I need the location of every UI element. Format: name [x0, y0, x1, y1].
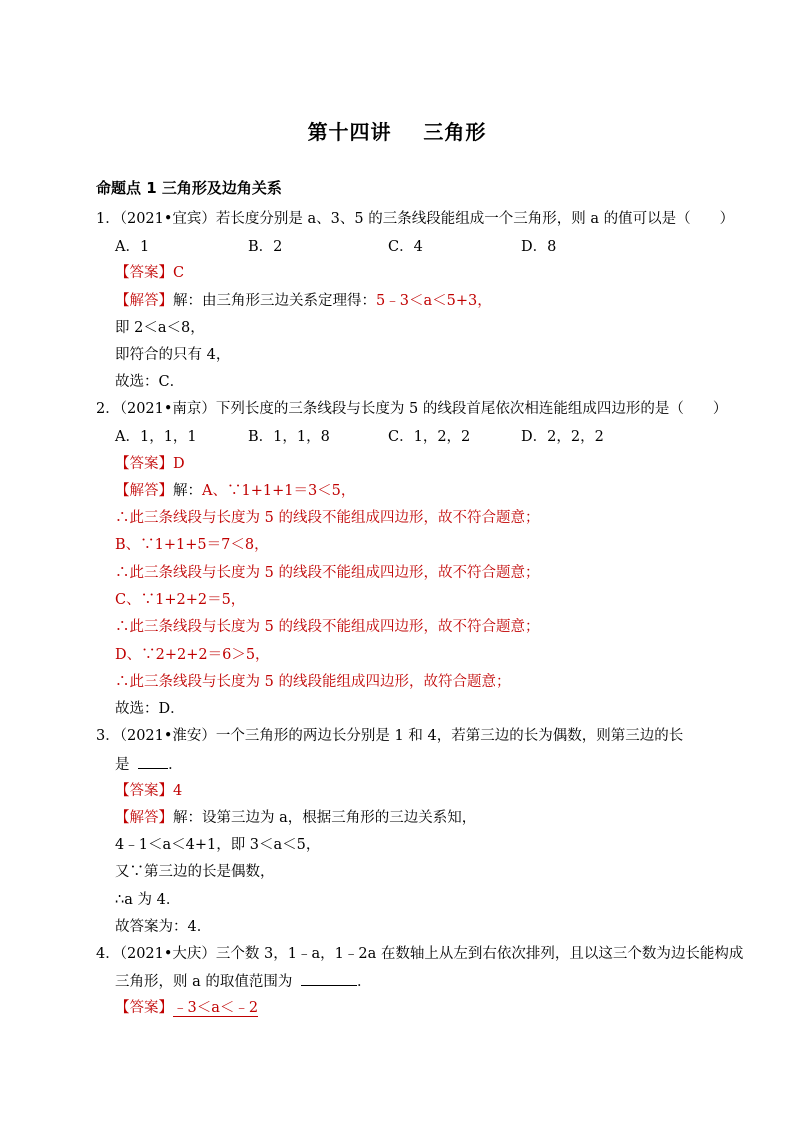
q3-analysis-line: 4﹣1＜a＜4+1，即 3＜a＜5， [115, 837, 321, 853]
q1-answer [115, 263, 184, 283]
answer-value: C [173, 265, 185, 281]
q2-option-c: C．1，2，2 [388, 429, 471, 445]
q1-analysis [115, 291, 492, 311]
q3-analysis-line: 故答案为：4． [115, 919, 212, 935]
q1-analysis-line: 即 2＜a＜8， [115, 320, 205, 336]
q3-stem: 3．（2021•淮安）一个三角形的两边长分别是 1 和 4，若第三边的长为偶数，则第三边的长 [96, 728, 684, 744]
q2-analysis-line: ∴此三条线段与长度为 5 的线段不能组成四边形，故不符合题意； [115, 619, 540, 635]
answer-value: ﹣3＜a＜﹣2 [173, 1000, 259, 1016]
analysis-tag: 【解答】 [115, 483, 173, 499]
q1-analysis-line: 故选：C． [115, 374, 185, 390]
answer-tag: 【答案】 [115, 783, 173, 799]
q2-analysis-line: ∴此三条线段与长度为 5 的线段不能组成四边形，故不符合题意； [115, 510, 540, 526]
q3-answer [115, 781, 182, 801]
q4-stem-pre: 三角形，则 a 的取值范围为 [115, 974, 293, 990]
analysis-tag: 【解答】 [115, 293, 173, 309]
analysis-lead: 解： [173, 483, 202, 499]
q3-stem-pre: 是 [115, 757, 130, 773]
q2-analysis-line: 故选：D． [115, 701, 185, 717]
q3-blank [138, 754, 168, 769]
q4-stem-continued [115, 971, 371, 992]
q2-option-a: A．1，1，1 [115, 429, 197, 445]
q2-answer [115, 454, 185, 474]
q1-option-a: A．1 [115, 239, 150, 255]
q1-option-b: B．2 [248, 239, 283, 255]
q2-analysis-line: ∴此三条线段与长度为 5 的线段不能组成四边形，故不符合题意； [115, 565, 540, 581]
q2-analysis-line: D、∵2+2+2＝6＞5， [115, 647, 270, 663]
q2-analysis-line: C、∵1+2+2＝5， [115, 592, 246, 608]
analysis-red: 5﹣3＜a＜5+3， [376, 293, 492, 309]
q4-blank [301, 971, 357, 986]
q3-analysis-line: 又∵第三边的长是偶数， [115, 864, 275, 880]
analysis-lead: 解：由三角形三边关系定理得： [173, 293, 376, 309]
q1-option-c: C．4 [388, 239, 423, 255]
q4-stem-post: ． [356, 974, 372, 990]
answer-tag: 【答案】 [115, 265, 173, 281]
analysis-tag: 【解答】 [115, 810, 173, 826]
q2-analysis-line: B、∵1+1+5＝7＜8， [115, 537, 269, 553]
section-heading: 命题点 1 三角形及边角关系 [96, 179, 282, 197]
answer-value: D [173, 456, 185, 472]
analysis-red: A、∵1+1+1＝3＜5， [202, 483, 356, 499]
page-title: 第十四讲 三角形 [307, 120, 487, 144]
q3-analysis [115, 808, 476, 828]
analysis-lead: 解：设第三边为 a，根据三角形的三边关系知， [173, 810, 477, 826]
q3-analysis-line: ∴a 为 4． [115, 892, 181, 908]
q2-analysis [115, 481, 355, 501]
q2-stem: 2．（2021•南京）下列长度的三条线段与长度为 5 的线段首尾依次相连能组成四边形的是（ ） [96, 401, 728, 417]
q1-analysis-line: 即符合的只有 4， [115, 347, 231, 363]
q2-analysis-line: ∴此三条线段与长度为 5 的线段能组成四边形，故符合题意； [115, 674, 511, 690]
answer-tag: 【答案】 [115, 456, 173, 472]
q2-option-d: D．2，2，2 [521, 429, 604, 445]
answer-value: 4 [173, 783, 183, 799]
q4-answer [115, 998, 258, 1018]
q4-stem: 4．（2021•大庆）三个数 3，1﹣a，1﹣2a 在数轴上从左到右依次排列，且以这三个数为边长能构成 [96, 946, 744, 962]
q1-stem: 1．（2021•宜宾）若长度分别是 a、3、5 的三条线段能组成一个三角形，则 a 的值可以是（ ） [96, 211, 735, 227]
answer-tag: 【答案】 [115, 1000, 173, 1016]
q1-option-d: D．8 [521, 239, 557, 255]
q3-stem-post: ． [168, 757, 183, 773]
q3-stem-continued [115, 754, 183, 775]
q2-option-b: B．1，1，8 [248, 429, 330, 445]
